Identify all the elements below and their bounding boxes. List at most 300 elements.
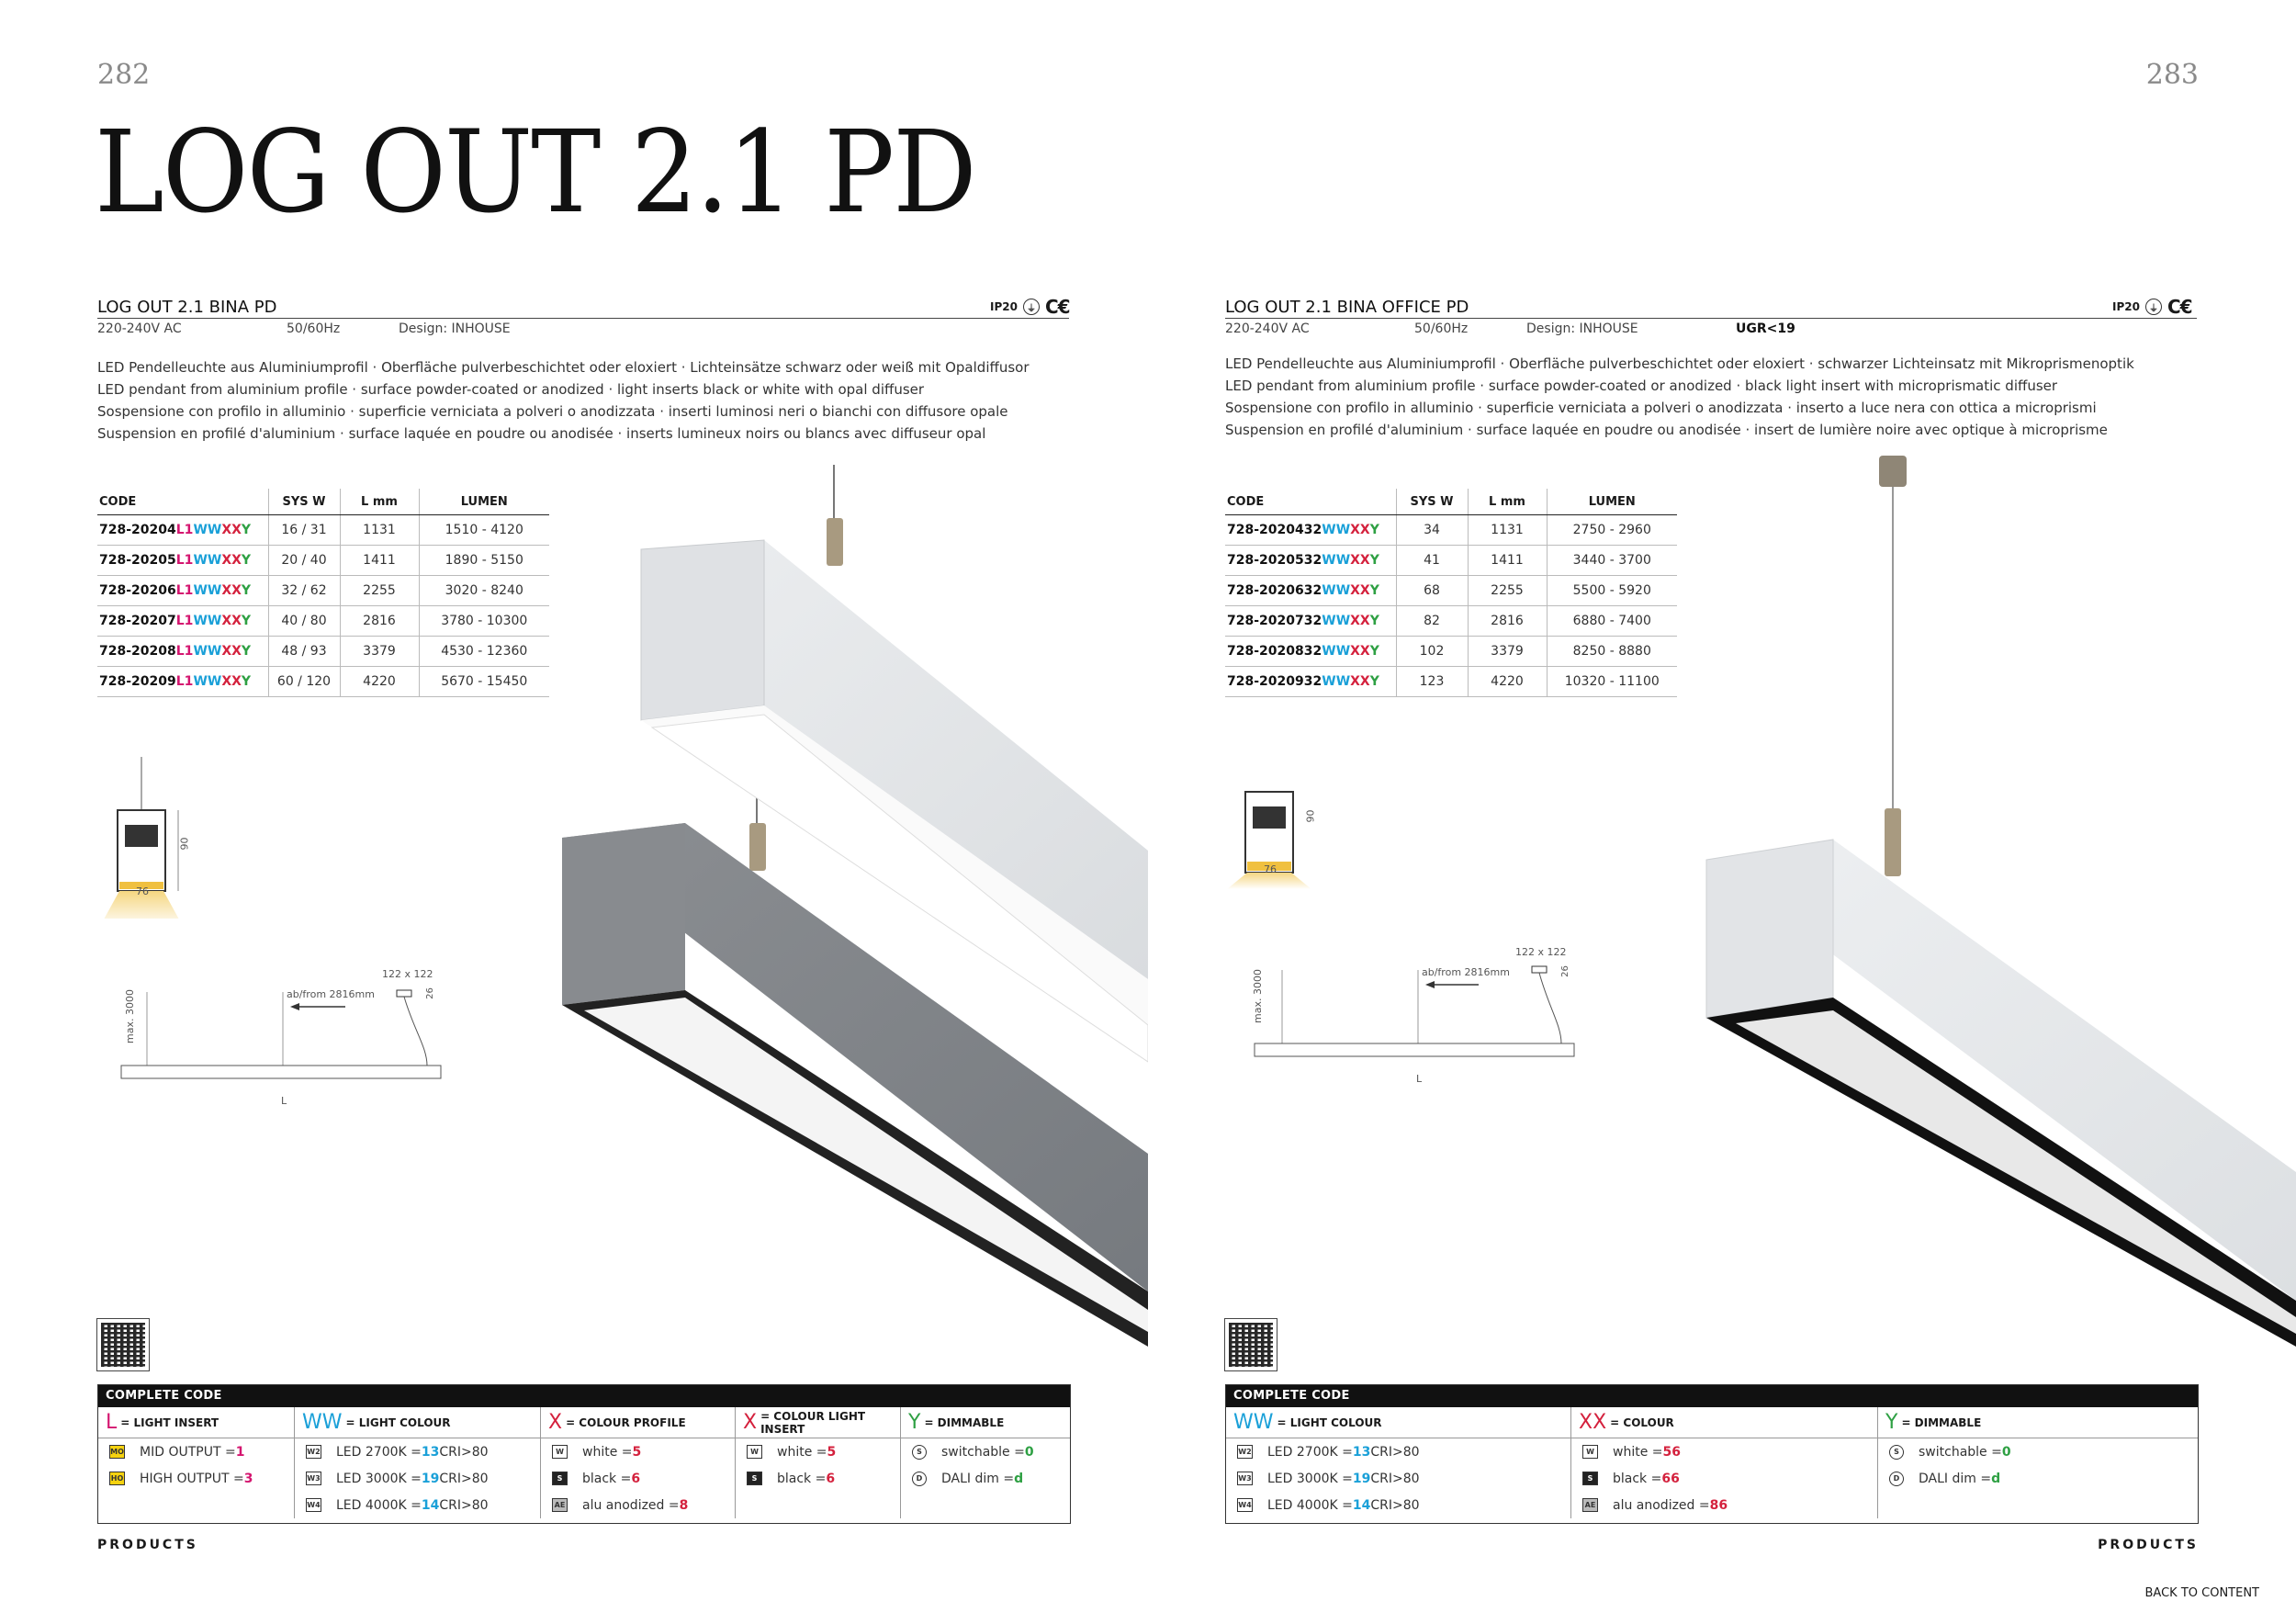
col-header-code: CODE (97, 489, 268, 514)
option-value: 0 (2001, 1444, 2011, 1460)
code-option (541, 1438, 735, 1465)
col-header-lumen: LUMEN (419, 489, 549, 514)
suspension-drawing-right (1240, 955, 1589, 1084)
table-row (97, 514, 549, 545)
code-light-colour: WW (1322, 613, 1351, 628)
code-colour: XX (1350, 613, 1370, 628)
option-text: white = (1613, 1444, 1663, 1460)
code-prefix: 728- (99, 522, 132, 537)
canopy-size-left: 122 x 122 (382, 968, 433, 980)
code-prefix: 728- (99, 643, 132, 659)
dim-height-left: 90 (178, 837, 191, 851)
code-group-title (1878, 1407, 2198, 1438)
option-chip-icon: S (1889, 1445, 1904, 1460)
code-colour: XX (221, 522, 242, 537)
col-header-code: CODE (1225, 489, 1396, 514)
code-prefix: 728- (1227, 613, 1260, 628)
code-number: 20206 (131, 582, 176, 598)
option-value: 14 (421, 1497, 440, 1513)
code-group-label: = COLOUR (1610, 1415, 1674, 1429)
code-colour: XX (221, 613, 242, 628)
lumen: 3020 - 8240 (419, 575, 549, 605)
code-option (295, 1465, 540, 1492)
option-chip-icon: S (912, 1445, 927, 1460)
divider (97, 318, 1069, 319)
code-option (1571, 1465, 1877, 1492)
code-option (1226, 1438, 1570, 1465)
code-light-colour: WW (193, 582, 222, 598)
code-light-colour: WW (1322, 522, 1351, 537)
system-wattage: 32 / 62 (268, 575, 340, 605)
option-chip-icon: W4 (1237, 1498, 1253, 1512)
code-light-insert: L1 (175, 643, 194, 659)
option-chip-icon: S (552, 1472, 568, 1485)
option-value: 8 (679, 1497, 689, 1513)
system-wattage: 82 (1396, 605, 1468, 636)
spec-table-left (97, 489, 549, 697)
description-de: LED Pendelleuchte aus Aluminiumprofil · Oberfläche pulverbeschichtet oder eloxiert · Lichteinsätze schwarz oder weiß mit Opaldiffusor (97, 359, 1030, 376)
ce-mark-icon: C€ (1044, 296, 1070, 318)
code-group-ww (295, 1407, 541, 1518)
footer-section-left: PRODUCTS (97, 1538, 198, 1552)
earth-symbol-icon: ⏚ (1023, 299, 1040, 315)
code-group-x1 (541, 1407, 736, 1518)
length: 1131 (340, 514, 419, 545)
option-chip-icon: MO (109, 1445, 125, 1459)
product-code (1225, 666, 1396, 696)
option-chip-icon: W3 (1237, 1472, 1253, 1485)
frequency-right: 50/60Hz (1414, 321, 1469, 336)
lumen: 5670 - 15450 (419, 666, 549, 696)
code-dimmable: Y (241, 522, 252, 537)
code-prefix: 728- (1227, 552, 1260, 568)
dim-width-right: 76 (1264, 863, 1277, 875)
code-symbol: Y (1885, 1411, 1898, 1434)
code-option (1878, 1465, 2198, 1492)
option-chip-icon: D (912, 1472, 927, 1486)
option-chip-icon: W2 (1237, 1445, 1253, 1459)
code-number: 20207 (131, 613, 176, 628)
max-length-left: max. 3000 (123, 989, 136, 1043)
complete-code-header: COMPLETE CODE (98, 1385, 1070, 1407)
system-wattage: 20 / 40 (268, 545, 340, 575)
from-length-left: ab/from 2816mm (287, 988, 375, 1000)
code-group-l (98, 1407, 295, 1518)
option-chip-icon: AE (1582, 1498, 1598, 1512)
back-to-content-link[interactable]: BACK TO CONTENT (2144, 1586, 2259, 1600)
code-light-insert: L1 (175, 613, 194, 628)
code-prefix: 728- (1227, 643, 1260, 659)
col-header-lumen: LUMEN (1547, 489, 1677, 514)
dim-height-right: 90 (1304, 809, 1317, 823)
code-symbol: X (548, 1411, 563, 1434)
option-value: 19 (1352, 1471, 1371, 1486)
code-option (736, 1438, 900, 1465)
option-value: 3 (243, 1471, 253, 1486)
length-label-right: L (1416, 1073, 1423, 1085)
code-light-insert: L1 (175, 522, 194, 537)
code-colour: XX (1350, 673, 1370, 689)
product-code (1225, 514, 1396, 545)
code-colour: XX (1350, 552, 1370, 568)
code-symbol: Y (908, 1411, 921, 1434)
code-dimmable: Y (241, 613, 252, 628)
code-group-label: = DIMMABLE (924, 1415, 1005, 1429)
option-chip-icon: W2 (306, 1445, 321, 1459)
description-it: Sospensione con profilo in alluminio · superficie verniciata a polveri o anodizzata · inserto a luce nera con ottica a microprismi (1225, 400, 2097, 416)
code-light-colour: WW (1322, 673, 1351, 689)
code-group-title (98, 1407, 294, 1438)
option-value: 5 (827, 1444, 837, 1460)
option-text: DALI dim = (1919, 1471, 1992, 1486)
description-left (97, 356, 1071, 445)
option-text: alu anodized = (582, 1497, 680, 1513)
system-wattage: 34 (1396, 514, 1468, 545)
code-symbol: XX (1579, 1411, 1607, 1434)
code-number: 20208 (131, 643, 176, 659)
length: 2816 (340, 605, 419, 636)
option-value: d (1014, 1471, 1024, 1486)
code-prefix: 728- (99, 673, 132, 689)
option-chip-icon: HO (109, 1472, 125, 1485)
option-text: MID OUTPUT = (140, 1444, 236, 1460)
code-dimmable: Y (241, 582, 252, 598)
option-text: LED 2700K = (1267, 1444, 1353, 1460)
voltage-left: 220-240V AC (97, 321, 182, 336)
code-group-label: = LIGHT COLOUR (345, 1415, 451, 1429)
code-group-title (295, 1407, 540, 1438)
code-light-colour: WW (1322, 582, 1351, 598)
option-text: LED 3000K = (336, 1471, 422, 1486)
code-dimmable: Y (1369, 522, 1379, 537)
option-value: 56 (1662, 1444, 1681, 1460)
system-wattage: 40 / 80 (268, 605, 340, 636)
code-group-title (1571, 1407, 1877, 1438)
code-light-colour: WW (193, 522, 222, 537)
code-dimmable: Y (1369, 673, 1379, 689)
code-prefix: 728- (99, 552, 132, 568)
option-chip-icon: D (1889, 1472, 1904, 1486)
length: 1411 (340, 545, 419, 575)
code-option (98, 1438, 294, 1465)
code-group-label: = LIGHT COLOUR (1277, 1415, 1382, 1429)
option-value: 6 (826, 1471, 836, 1486)
code-light-insert: L1 (175, 552, 194, 568)
code-group-title (901, 1407, 1070, 1438)
qr-code-left[interactable] (97, 1319, 149, 1370)
product-code (1225, 605, 1396, 636)
system-wattage: 123 (1396, 666, 1468, 696)
code-group-y (1878, 1407, 2198, 1518)
code-symbol: WW (1233, 1411, 1274, 1434)
option-text: switchable = (1919, 1444, 2002, 1460)
description-fr: Suspension en profilé d'aluminium · surface laquée en poudre ou anodisée · inserts lumineux noirs ou blancs avec diffuseur opal (97, 425, 986, 442)
design-left: Design: INHOUSE (399, 321, 511, 336)
code-option (295, 1438, 540, 1465)
ip-rating: IP20 (2112, 300, 2140, 313)
description-en: LED pendant from aluminium profile · surface powder-coated or anodized · black light insert with microprismatic diffuser (1225, 378, 2058, 394)
page-number-right: 283 (2145, 59, 2199, 91)
option-value: 6 (631, 1471, 641, 1486)
product-render-right (1699, 456, 2296, 1347)
code-light-insert: L1 (175, 673, 194, 689)
product-title-right: LOG OUT 2.1 BINA OFFICE PD (1225, 298, 1469, 317)
code-number: 20205 (131, 552, 176, 568)
table-row (1225, 545, 1677, 575)
code-option (98, 1465, 294, 1492)
code-number: 2020 (1259, 613, 1296, 628)
description-right (1225, 353, 2199, 441)
product-code (97, 605, 268, 636)
divider (1225, 318, 2197, 319)
option-value: 66 (1661, 1471, 1680, 1486)
qr-code-right[interactable] (1225, 1319, 1277, 1370)
code-colour: XX (1350, 643, 1370, 659)
option-chip-icon: S (747, 1472, 762, 1485)
system-wattage: 16 / 31 (268, 514, 340, 545)
code-group-x2 (736, 1407, 901, 1518)
table-row (97, 636, 549, 666)
description-fr: Suspension en profilé d'aluminium · surface laquée en poudre ou anodisée · insert de lumière noire avec optique à microprisme (1225, 422, 2108, 438)
option-text: white = (582, 1444, 633, 1460)
code-group-title (541, 1407, 735, 1438)
code-prefix: 728- (1227, 673, 1260, 689)
product-code (97, 666, 268, 696)
option-text: LED 3000K = (1267, 1471, 1353, 1486)
table-row (1225, 605, 1677, 636)
code-prefix: 728- (99, 582, 132, 598)
canopy-size-right: 122 x 122 (1515, 946, 1567, 958)
code-option (1226, 1465, 1570, 1492)
code-option (901, 1465, 1070, 1492)
code-light-colour: WW (193, 643, 222, 659)
code-colour: XX (221, 552, 242, 568)
code-length: 632 (1295, 582, 1322, 598)
code-number: 2020 (1259, 643, 1296, 659)
lumen: 1890 - 5150 (419, 545, 549, 575)
option-text: LED 2700K = (336, 1444, 422, 1460)
option-value: 13 (421, 1444, 440, 1460)
footer-section-right: PRODUCTS (2098, 1538, 2199, 1552)
dim-width-left: 76 (136, 885, 149, 897)
code-length: 432 (1295, 522, 1322, 537)
lumen: 2750 - 2960 (1547, 514, 1677, 545)
canopy-height-left: 26 (424, 987, 435, 999)
product-code (97, 514, 268, 545)
complete-code-header: COMPLETE CODE (1226, 1385, 2198, 1407)
option-cri: CRI>80 (1370, 1444, 1420, 1460)
code-light-colour: WW (193, 673, 222, 689)
earth-symbol-icon: ⏚ (2145, 299, 2162, 315)
table-row (1225, 666, 1677, 696)
code-dimmable: Y (1369, 582, 1379, 598)
code-group-xx (1571, 1407, 1878, 1518)
code-number: 2020 (1259, 552, 1296, 568)
table-row (97, 666, 549, 696)
table-row (1225, 575, 1677, 605)
voltage-right: 220-240V AC (1225, 321, 1310, 336)
option-text: LED 4000K = (336, 1497, 422, 1513)
code-colour: XX (221, 643, 242, 659)
code-option (295, 1492, 540, 1518)
option-text: white = (777, 1444, 827, 1460)
system-wattage: 102 (1396, 636, 1468, 666)
code-length: 732 (1295, 613, 1322, 628)
code-number: 2020 (1259, 673, 1296, 689)
lumen: 3440 - 3700 (1547, 545, 1677, 575)
lumen: 6880 - 7400 (1547, 605, 1677, 636)
option-chip-icon: W4 (306, 1498, 321, 1512)
code-option (1571, 1438, 1877, 1465)
option-text: black = (1613, 1471, 1662, 1486)
code-colour: XX (1350, 582, 1370, 598)
code-colour: XX (221, 673, 242, 689)
option-text: LED 4000K = (1267, 1497, 1353, 1513)
code-length: 532 (1295, 552, 1322, 568)
product-code (97, 545, 268, 575)
spec-table-right (1225, 489, 1677, 697)
option-text: black = (582, 1471, 632, 1486)
option-value: 0 (1024, 1444, 1034, 1460)
code-light-colour: WW (193, 552, 222, 568)
table-row (97, 605, 549, 636)
certifications-right (2112, 296, 2192, 318)
product-code (97, 575, 268, 605)
code-group-title (1226, 1407, 1570, 1438)
description-de: LED Pendelleuchte aus Aluminiumprofil · Oberfläche pulverbeschichtet oder eloxiert · schwarzer Lichteinsatz mit Mikroprismenoptik (1225, 355, 2134, 372)
code-option (541, 1492, 735, 1518)
code-dimmable: Y (241, 643, 252, 659)
code-dimmable: Y (241, 673, 252, 689)
length: 4220 (340, 666, 419, 696)
code-number: 2020 (1259, 522, 1296, 537)
code-dimmable: Y (1369, 552, 1379, 568)
length: 1411 (1468, 545, 1547, 575)
table-row (97, 545, 549, 575)
certifications-left (990, 296, 1070, 318)
lumen: 5500 - 5920 (1547, 575, 1677, 605)
length-label-left: L (281, 1095, 287, 1107)
cross-section-drawing-right (1221, 742, 1332, 908)
ce-mark-icon: C€ (2167, 296, 2192, 318)
length: 2255 (340, 575, 419, 605)
col-header-length: L mm (1468, 489, 1547, 514)
option-chip-icon: W3 (306, 1472, 321, 1485)
code-colour: XX (1350, 522, 1370, 537)
option-value: 5 (632, 1444, 642, 1460)
length: 2255 (1468, 575, 1547, 605)
length: 3379 (1468, 636, 1547, 666)
page-number-left: 282 (97, 59, 151, 91)
code-prefix: 728- (99, 613, 132, 628)
lumen: 4530 - 12360 (419, 636, 549, 666)
code-option (736, 1465, 900, 1492)
option-cri: CRI>80 (439, 1471, 489, 1486)
length: 4220 (1468, 666, 1547, 696)
system-wattage: 68 (1396, 575, 1468, 605)
option-cri: CRI>80 (1370, 1471, 1420, 1486)
code-group-label: = DIMMABLE (1901, 1415, 1982, 1429)
col-header-sysw: SYS W (1396, 489, 1468, 514)
option-value: 1 (235, 1444, 245, 1460)
code-number: 2020 (1259, 582, 1296, 598)
lumen: 3780 - 10300 (419, 605, 549, 636)
table-row (1225, 636, 1677, 666)
table-row (97, 575, 549, 605)
option-value: d (1991, 1471, 2001, 1486)
product-code (1225, 545, 1396, 575)
option-text: alu anodized = (1613, 1497, 1710, 1513)
code-option (1878, 1438, 2198, 1465)
system-wattage: 41 (1396, 545, 1468, 575)
length: 1131 (1468, 514, 1547, 545)
complete-code-table-left (97, 1384, 1071, 1524)
option-value: 19 (421, 1471, 440, 1486)
frequency-left: 50/60Hz (287, 321, 341, 336)
ugr-rating: UGR<19 (1736, 321, 1795, 336)
code-colour: XX (221, 582, 242, 598)
option-text: black = (777, 1471, 827, 1486)
table-row (1225, 514, 1677, 545)
option-cri: CRI>80 (1370, 1497, 1420, 1513)
option-value: 86 (1709, 1497, 1728, 1513)
code-dimmable: Y (1369, 643, 1379, 659)
code-group-label: = LIGHT INSERT (120, 1415, 219, 1429)
system-wattage: 48 / 93 (268, 636, 340, 666)
code-option (1226, 1492, 1570, 1518)
code-option (1571, 1492, 1877, 1518)
code-dimmable: Y (241, 552, 252, 568)
option-text: switchable = (941, 1444, 1025, 1460)
code-length: 832 (1295, 643, 1322, 659)
code-group-y (901, 1407, 1070, 1518)
complete-code-table-right (1225, 1384, 2199, 1524)
code-group-label: = COLOUR PROFILE (566, 1415, 686, 1429)
option-chip-icon: AE (552, 1498, 568, 1512)
code-light-colour: WW (1322, 552, 1351, 568)
code-group-label: = COLOUR LIGHT INSERT (760, 1409, 866, 1436)
page-title: LOG OUT 2.1 PD (95, 107, 975, 239)
length: 3379 (340, 636, 419, 666)
ip-rating: IP20 (990, 300, 1018, 313)
code-number: 20209 (131, 673, 176, 689)
code-length: 932 (1295, 673, 1322, 689)
product-code (1225, 636, 1396, 666)
option-chip-icon: W (747, 1445, 762, 1459)
option-chip-icon: W (552, 1445, 568, 1459)
product-render-left (560, 465, 1148, 1347)
product-code (97, 636, 268, 666)
option-value: 13 (1352, 1444, 1371, 1460)
option-text: DALI dim = (941, 1471, 1015, 1486)
lumen: 10320 - 11100 (1547, 666, 1677, 696)
design-right: Design: INHOUSE (1526, 321, 1638, 336)
option-chip-icon: W (1582, 1445, 1598, 1459)
code-number: 20204 (131, 522, 176, 537)
code-light-colour: WW (193, 613, 222, 628)
code-symbol: WW (302, 1411, 343, 1434)
description-it: Sospensione con profilo in alluminio · superficie verniciata a polveri o anodizzata · inserti luminosi neri o bianchi con diffusore opale (97, 403, 1008, 420)
option-cri: CRI>80 (439, 1497, 489, 1513)
code-prefix: 728- (1227, 522, 1260, 537)
option-chip-icon: S (1582, 1472, 1598, 1485)
code-option (541, 1465, 735, 1492)
col-header-sysw: SYS W (268, 489, 340, 514)
code-group-title (736, 1407, 900, 1438)
code-symbol: X (743, 1411, 758, 1434)
canopy-height-right: 26 (1559, 965, 1570, 977)
length: 2816 (1468, 605, 1547, 636)
